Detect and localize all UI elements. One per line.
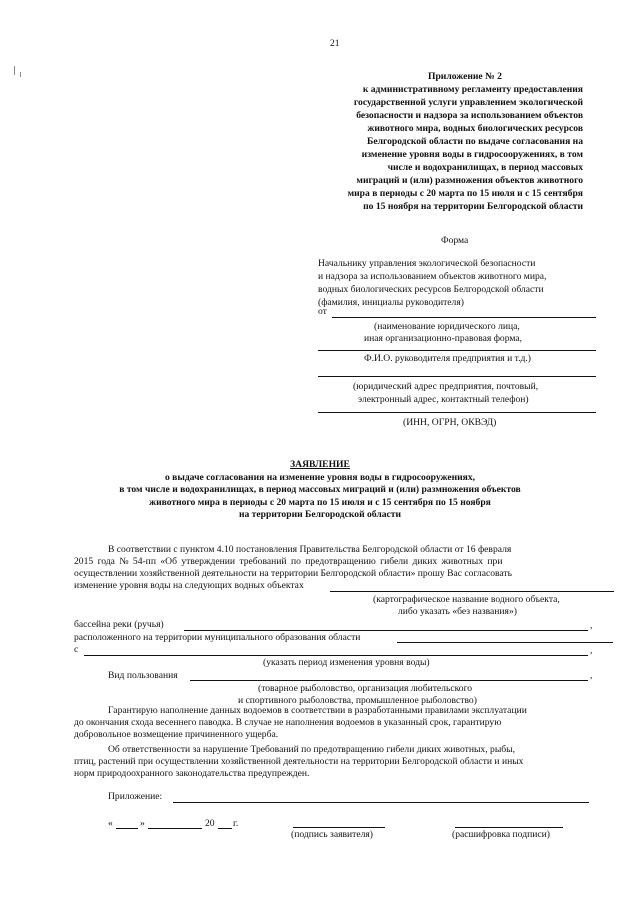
statement-heading: ЗАЯВЛЕНИЕ [290,459,350,470]
appendix-line: Белгородской области по выдаче согласования на [366,136,583,147]
use-type-hint: и спортивного рыболовства, промышленное рыболовство) [238,695,477,706]
scan-mark [20,72,21,77]
addressee-line: (фамилия, инициалы руководителя) [318,297,464,308]
org-name-hint: (наименование юридического лица, [374,321,520,332]
contact-hint: электронный адрес, контактный телефон) [358,394,529,405]
date-month-field[interactable] [148,828,202,829]
use-type-hint: (товарное рыболовство, организация любительского [258,683,473,694]
attachment-label: Приложение: [108,791,163,802]
date-open-quote: « [108,818,113,829]
water-object-hint: либо указать «без названия») [398,606,517,617]
signature-field[interactable] [293,827,385,828]
date-year-suffix: г. [233,818,239,829]
paragraph-2-line: до окончания схода весеннего паводка. В случае не наполнения водоемов в указанный срок, гарантирую [74,717,502,728]
signature-decode-field[interactable] [455,827,563,828]
use-type-label: Вид пользования [108,670,178,681]
form-label: Форма [441,235,469,246]
page-number: 21 [330,38,340,49]
date-year-prefix: 20 [205,818,215,829]
appendix-line: по 15 ноября на территории Белгородской области [363,201,583,212]
basin-comma: , [590,620,593,631]
attachment-field[interactable] [173,802,589,803]
org-name-field[interactable] [332,317,596,318]
signature-decode-hint: (расшифровка подписи) [452,829,550,840]
appendix-line: безопасности и надзора за использованием объектов [356,110,583,121]
statement-line: на территории Белгородской области [238,509,402,520]
paragraph-1-line: осуществлении хозяйственной деятельности на территории Белгородской области» прошу Вас согласовать [74,568,512,579]
addressee-line: Начальнику управления экологической безопасности [318,258,536,269]
paragraph-3-line: норм природоохранного законодательства предупрежден. [74,768,310,779]
inn-field[interactable] [318,412,596,413]
scan-mark [14,66,15,75]
statement-line: о выдаче согласования на изменение уровня воды в гидросооружениях, [164,472,476,483]
appendix-line: государственной услуги управлением экологической [353,97,583,108]
addressee-line: водных биологических ресурсов Белгородской области [318,284,544,295]
use-type-comma: , [590,670,593,681]
statement-line: в том числе и водохранилищах, в период массовых миграций и (или) размножения объектов [119,484,521,495]
from-label: от [318,306,327,317]
appendix-line: к административному регламенту предоставления [362,84,583,95]
address-field[interactable] [318,376,596,377]
period-comma: , [590,645,593,656]
director-hint: Ф.И.О. руководителя предприятия и т.д.) [364,353,531,364]
municipality-label: расположенного на территории муниципального образования области [74,632,361,643]
director-field[interactable] [318,350,596,351]
date-day-field[interactable] [116,828,138,829]
water-object-field[interactable] [330,591,614,592]
paragraph-3-line: птиц, растений при осуществлении хозяйственной деятельности на территории Белгородской области и иных [74,756,524,767]
signature-hint: (подпись заявителя) [291,829,374,840]
paragraph-2-line: Гарантирую наполнение данных водоемов в соответствии в разработанными правилами эксплуатации [108,705,527,716]
appendix-title: Приложение № 2 [428,71,502,82]
appendix-line: изменение уровня воды в гидросооружениях, в том [361,149,583,160]
inn-hint: (ИНН, ОГРН, ОКВЭД) [403,417,497,428]
paragraph-2-line: добровольное возмещение причиненного ущерба. [74,729,279,740]
appendix-line: миграций и (или) размножения объектов животного [356,175,583,186]
municipality-field[interactable] [397,642,613,643]
appendix-line: мира в периоды с 20 марта по 15 июля и с 15 сентября [347,188,583,199]
org-form-hint: иная организационно-правовая форма, [364,333,523,344]
period-field[interactable] [84,655,588,656]
period-hint: (указать период изменения уровня воды) [263,657,430,668]
date-year-field[interactable] [218,828,232,829]
statement-line: животного мира в периоды с 20 марта по 15 июля и с 15 сентября по 15 ноября [149,497,491,508]
addressee-line: и надзора за использованием объектов животного мира, [318,271,547,282]
appendix-line: числе и водохранилищах, в период массовых [387,162,583,173]
address-hint: (юридический адрес предприятия, почтовый, [353,381,539,392]
basin-label: бассейна реки (ручья) [74,619,164,630]
paragraph-1-line: В соответствии с пунктом 4.10 постановления Правительства Белгородской области от 16 февраля [108,544,512,555]
water-object-hint: (картографическое название водного объекта, [373,594,560,605]
paragraph-3-line: Об ответственности за нарушение Требований по предотвращению гибели диких животных, рыбы, [108,744,515,755]
basin-field[interactable] [184,630,588,631]
period-from-label: с [74,644,79,655]
paragraph-1-line: изменение уровня воды на следующих водных объектах [74,580,304,591]
appendix-line: животного мира, водных биологических ресурсов [367,123,583,134]
date-close-quote: » [140,818,145,829]
use-type-field[interactable] [190,680,588,681]
paragraph-1-line: 2015 года № 54-пп «Об утверждении требований по предотвращению гибели диких животных при [74,556,503,567]
